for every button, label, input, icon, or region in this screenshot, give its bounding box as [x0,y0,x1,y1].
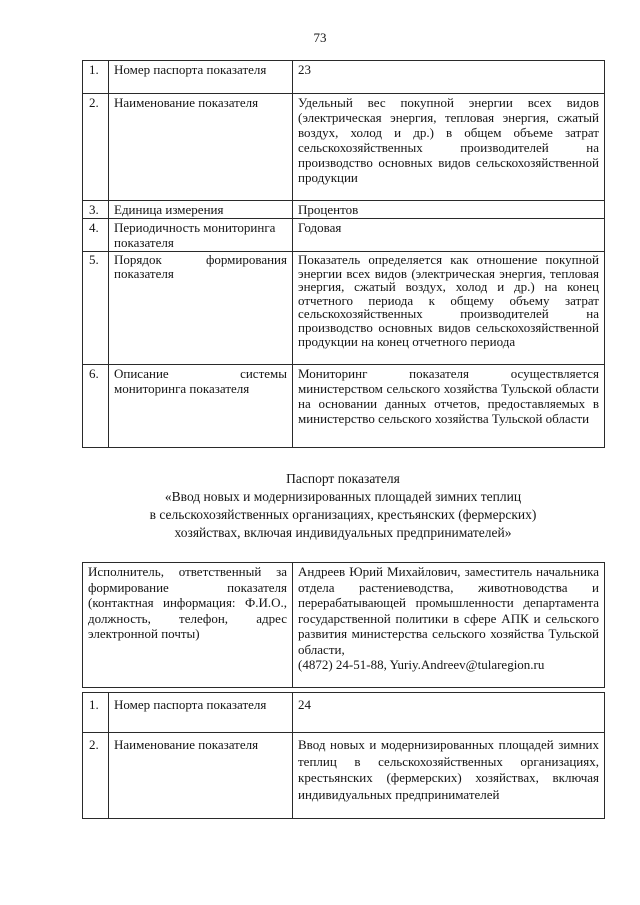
passport-24-table [82,692,605,819]
row-number: 5. [83,252,109,365]
passport-heading [82,470,604,542]
row-label: Единица измерения [109,201,293,219]
executor-label: Исполнитель, ответственный за формирование показателя (контактная информация: Ф.И.О., должность, телефон, адрес электронной почты) [83,563,293,688]
row-label: Периодичность мониторинга показателя [109,219,293,252]
table-row [83,563,605,688]
row-value: Мониторинг показателя осуществляется министерством сельского хозяйства Тульской области на основании данных отчетов, предоставляемых в министерство сельского хозяйства Тульской области [293,365,605,448]
executor-name-position: Андреев Юрий Михайлович, заместитель начальника отдела растениеводства, животноводства и перерабатывающей промышленности департамента государственной политики в сфере АПК и сельского развития министерства сельского хозяйства Тульской области, [298,564,599,657]
table-row [83,94,605,201]
executor-table [82,562,605,688]
row-value: Показатель определяется как отношение покупной энергии всех видов (электрическая энергия, тепловая энергия, сжатый воздух, холод и др.) на конец отчетного периода к общему объему затрат сельскохозяйственных производителей на производство основных видов сельскохозяйственной продукции на конец отчетного периода [293,252,605,365]
row-number: 2. [83,94,109,201]
passport-heading-title: Паспорт показателя [286,471,400,486]
row-value: 23 [293,61,605,94]
row-label: Номер паспорта показателя [109,61,293,94]
passport-heading-line: хозяйствах, включая индивидуальных предпринимателей» [174,525,512,540]
row-number: 1. [83,61,109,94]
row-value: 24 [293,693,605,733]
row-label: Наименование показателя [109,733,293,819]
table-row [83,61,605,94]
table-row [83,693,605,733]
executor-value [293,563,605,688]
row-value: Удельный вес покупной энергии всех видов (электрическая энергия, тепловая энергия, сжатый воздух, холод и др.) в общем объеме затрат сельскохозяйственных производителей на производство основных видов сельскохозяйственной продукции [293,94,605,201]
row-value: Годовая [293,219,605,252]
table-row [83,201,605,219]
row-number: 1. [83,693,109,733]
passport-heading-line: в сельскохозяйственных организациях, крестьянских (фермерских) [149,507,537,522]
passport-23-table [82,60,605,448]
executor-contact: (4872) 24-51-88, Yuriy.Andreev@tularegion.ru [298,657,545,672]
table-row [83,365,605,448]
row-number: 6. [83,365,109,448]
row-label: Описание системы мониторинга показателя [109,365,293,448]
table-row [83,733,605,819]
row-label: Порядок формирования показателя [109,252,293,365]
row-number: 2. [83,733,109,819]
row-label: Наименование показателя [109,94,293,201]
table-row [83,219,605,252]
row-value: Ввод новых и модернизированных площадей зимних теплиц в сельскохозяйственных организациях, крестьянских (фермерских) хозяйствах, включая индивидуальных предпринимателей [293,733,605,819]
page-number: 73 [313,30,327,45]
row-label: Номер паспорта показателя [109,693,293,733]
row-value: Процентов [293,201,605,219]
passport-heading-line: «Ввод новых и модернизированных площадей зимних теплиц [164,489,522,504]
table-row [83,252,605,365]
row-number: 4. [83,219,109,252]
row-number: 3. [83,201,109,219]
